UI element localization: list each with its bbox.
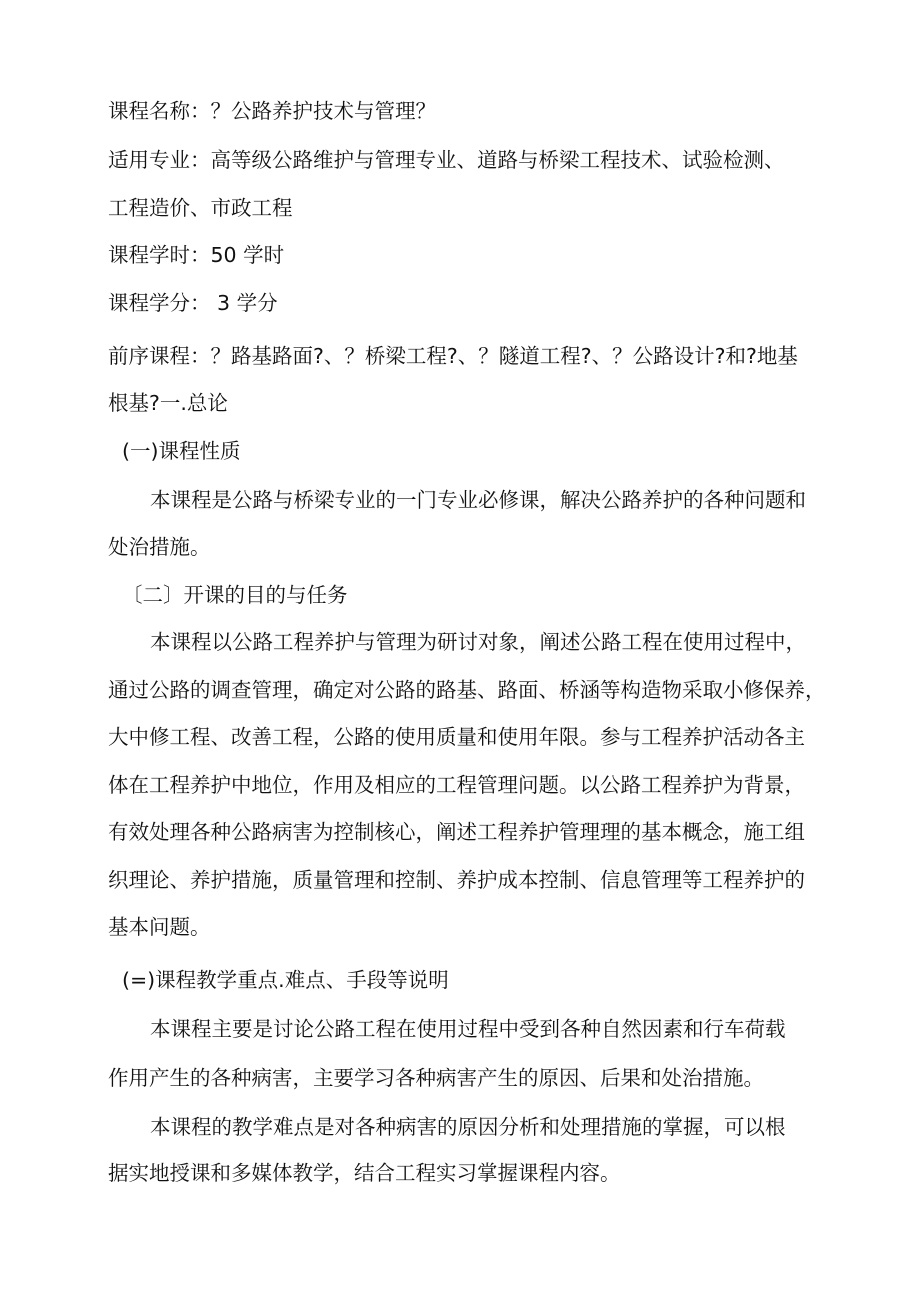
section1-heading: (一)课程性质 xyxy=(122,439,241,463)
course-name-line: 课程名称：？公路养护技术与管理？ xyxy=(108,99,436,123)
section2-paragraph-line: 体在工程养护中地位，作用及相应的工程管理问题。以公路工程养护为背景， xyxy=(108,773,805,797)
section2-heading: 〔二〕开课的目的与任务 xyxy=(122,583,348,607)
section3-paragraph2-line: 据实地授课和多媒体教学，结合工程实习掌握课程内容。 xyxy=(108,1161,621,1185)
prerequisite-line-cont: 根基?一.总论 xyxy=(108,391,228,415)
section2-paragraph-line: 有效处理各种公路病害为控制核心，阐述工程养护管理理的基本概念，施工组 xyxy=(108,820,805,844)
applicable-major-line: 适用专业：高等级公路维护与管理专业、道路与桥梁工程技术、试验检测、 xyxy=(108,148,785,172)
section1-paragraph-line: 处治措施。 xyxy=(108,535,211,559)
applicable-major-line-cont: 工程造价、市政工程 xyxy=(108,196,293,220)
course-hours-line: 课程学时：50 学时 xyxy=(108,243,285,267)
prerequisite-line: 前序课程：？路基路面?、？桥梁工程?、？隧道工程?、？公路设计?和?地基 xyxy=(108,344,798,368)
section2-paragraph-line: 织理论、养护措施，质量管理和控制、养护成本控制、信息管理等工程养护的 xyxy=(108,868,805,892)
section3-heading: (=)课程教学重点.难点、手段等说明 xyxy=(122,968,449,992)
section2-paragraph-line: 大中修工程、改善工程，公路的使用质量和使用年限。参与工程养护活动各主 xyxy=(108,725,805,749)
section3-paragraph2-line: 本课程的教学难点是对各种病害的原因分析和处理措施的掌握，可以根 xyxy=(150,1115,786,1139)
section3-paragraph1-line: 本课程主要是讨论公路工程在使用过程中受到各种自然因素和行车荷载 xyxy=(150,1017,786,1041)
section1-paragraph-line: 本课程是公路与桥梁专业的一门专业必修课，解决公路养护的各种问题和 xyxy=(150,488,806,512)
section3-paragraph1-line: 作用产生的各种病害，主要学习各种病害产生的原因、后果和处治措施。 xyxy=(108,1066,764,1090)
section2-paragraph-line: 通过公路的调查管理，确定对公路的路基、路面、桥涵等构造物采取小修保养， xyxy=(108,678,826,702)
section2-paragraph-line: 基本问题。 xyxy=(108,915,211,939)
course-credits-line: 课程学分： 3 学分 xyxy=(108,291,278,315)
section2-paragraph-line: 本课程以公路工程养护与管理为研讨对象，阐述公路工程在使用过程中， xyxy=(150,630,806,654)
